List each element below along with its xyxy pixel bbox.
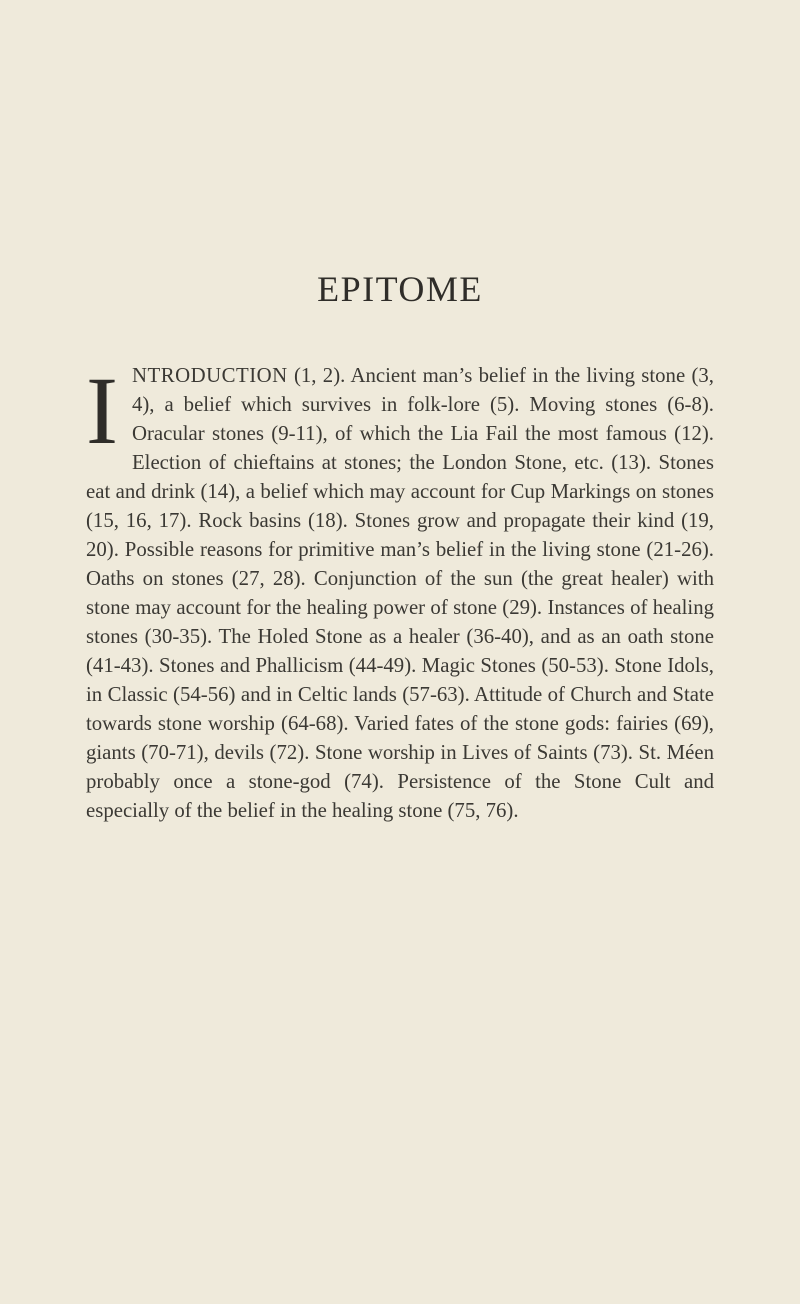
epitome-paragraph bbox=[86, 356, 714, 825]
epitome-text: (1, 2). Ancient man’s belief in the living stone (3, 4), a belief which survives in folk-lore (5). Moving stones (6-8). Oracular stones (9-11), of which the Lia Fail the most famous (12). Election of chieftains at stones; the London Stone, etc. (13). Stones eat and drink (14), a belief which may account for Cup Markings on stones (15, 16, 17). Rock basins (18). Stones grow and propagate their kind (19, 20). Possible reasons for primitive man’s belief in the living stone (21-26). Oaths on stones (27, 28). Conjunction of the sun (the great healer) with stone may account for the healing power of stone (29). Instances of healing stones (30-35). The Holed Stone as a healer (36-40), and as an oath stone (41-43). Stones and Phallicism (44-49). Magic Stones (50-53). Stone Idols, in Classic (54-56) and in Celtic lands (57-63). Attitude of Church and State towards stone worship (64-68). Varied fates of the stone gods: fairies (69), giants (70-71), devils (72). Stone worship in Lives of Saints (73). St. Méen probably once a stone-god (74). Persistence of the Stone Cult and especially of the belief in the healing stone (75, 76). bbox=[86, 363, 714, 822]
drop-cap-letter: I bbox=[86, 356, 118, 464]
lead-word: NTRODUCTION bbox=[131, 363, 288, 387]
page-title: EPITOME bbox=[317, 269, 483, 309]
